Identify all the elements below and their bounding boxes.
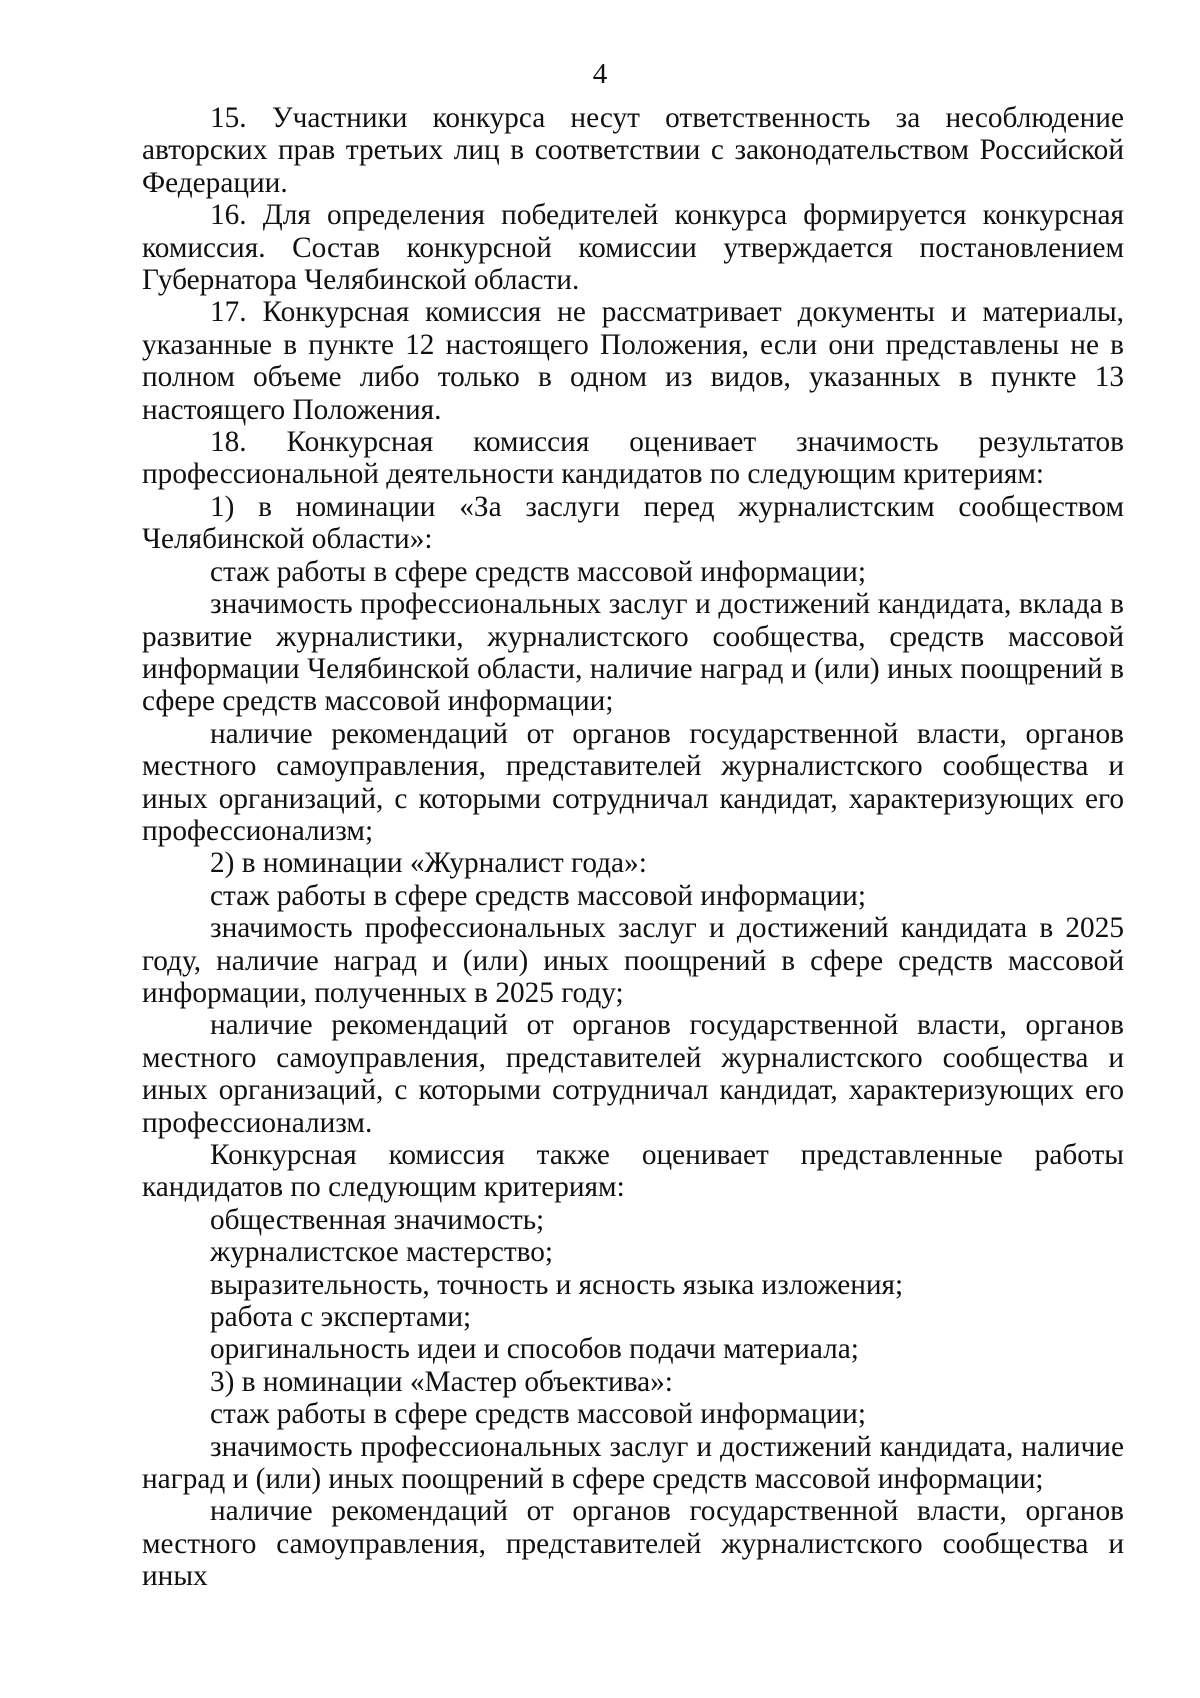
criterion-item: оригинальность идеи и способов подачи материала; [210, 1333, 859, 1366]
criterion-item: выразительность, точность и ясность языка изложения; [210, 1268, 904, 1301]
paragraph-17: 17. Конкурсная комиссия не рассматривает документы и материалы, указанные в пункте 12 настоящего Положения, если они представлены не в полном объеме либо только в одном из видов, указанных в пункте 13 настоящего Положения. [142, 296, 1124, 426]
criterion-item: журналистское мастерство; [210, 1236, 554, 1269]
paragraph-16: 16. Для определения победителей конкурса формируется конкурсная комиссия. Состав конкурсной комиссии утверждается постановлением Губернатора Челябинской области. [142, 199, 1124, 297]
criterion-item: значимость профессиональных заслуг и достижений кандидата в 2025 году, наличие наград и (или) иных поощрений в сфере средств массовой информации, полученных в 2025 году; [142, 912, 1124, 1009]
nomination-3-heading: 3) в номинации «Мастер объектива»: [210, 1365, 673, 1398]
criterion-item: значимость профессиональных заслуг и достижений кандидата, наличие наград и (или) иных поощрений в сфере средств массовой информации; [142, 1430, 1124, 1496]
works-criteria-intro: Конкурсная комиссия также оценивает представленные работы кандидатов по следующим критериям: [142, 1139, 1124, 1204]
paragraph-18: 18. Конкурсная комиссия оценивает значимость результатов профессиональной деятельности кандидатов по следующим критериям: [142, 426, 1124, 491]
criterion-item: стаж работы в сфере средств массовой информации; [210, 879, 866, 912]
criterion-item-continued: наличие рекомендаций от органов государственной власти, органов местного самоуправления, представителей журналистского сообщества и иных [142, 1495, 1124, 1593]
criterion-item: работа с экспертами; [210, 1301, 472, 1334]
criterion-item: наличие рекомендаций от органов государственной власти, органов местного самоуправления, представителей журналистского сообщества и иных организаций, с которыми сотрудничал кандидат, характеризующих его профессионализм. [142, 1009, 1124, 1139]
criterion-item: стаж работы в сфере средств массовой информации; [210, 555, 866, 588]
criterion-item: стаж работы в сфере средств массовой информации; [210, 1398, 866, 1431]
document-body [142, 102, 1124, 1593]
nomination-1-heading: 1) в номинации «За заслуги перед журналистским сообществом Челябинской области»: [142, 490, 1124, 556]
page-number: 4 [592, 58, 608, 90]
nomination-2-heading: 2) в номинации «Журналист года»: [210, 847, 647, 880]
criterion-item: общественная значимость; [210, 1203, 545, 1236]
criterion-item: значимость профессиональных заслуг и достижений кандидата, вклада в развитие журналистики, журналистского сообщества, средств массовой информации Челябинской области, наличие наград и (или) иных поощрений в сфере средств массовой информации; [142, 588, 1124, 718]
paragraph-15: 15. Участники конкурса несут ответственность за несоблюдение авторских прав третьих лиц в соответствии с законодательством Российской Федерации. [142, 102, 1124, 199]
criterion-item: наличие рекомендаций от органов государственной власти, органов местного самоуправления, представителей журналистского сообщества и иных организаций, с которыми сотрудничал кандидат, характеризующих его профессионализм; [142, 717, 1124, 847]
